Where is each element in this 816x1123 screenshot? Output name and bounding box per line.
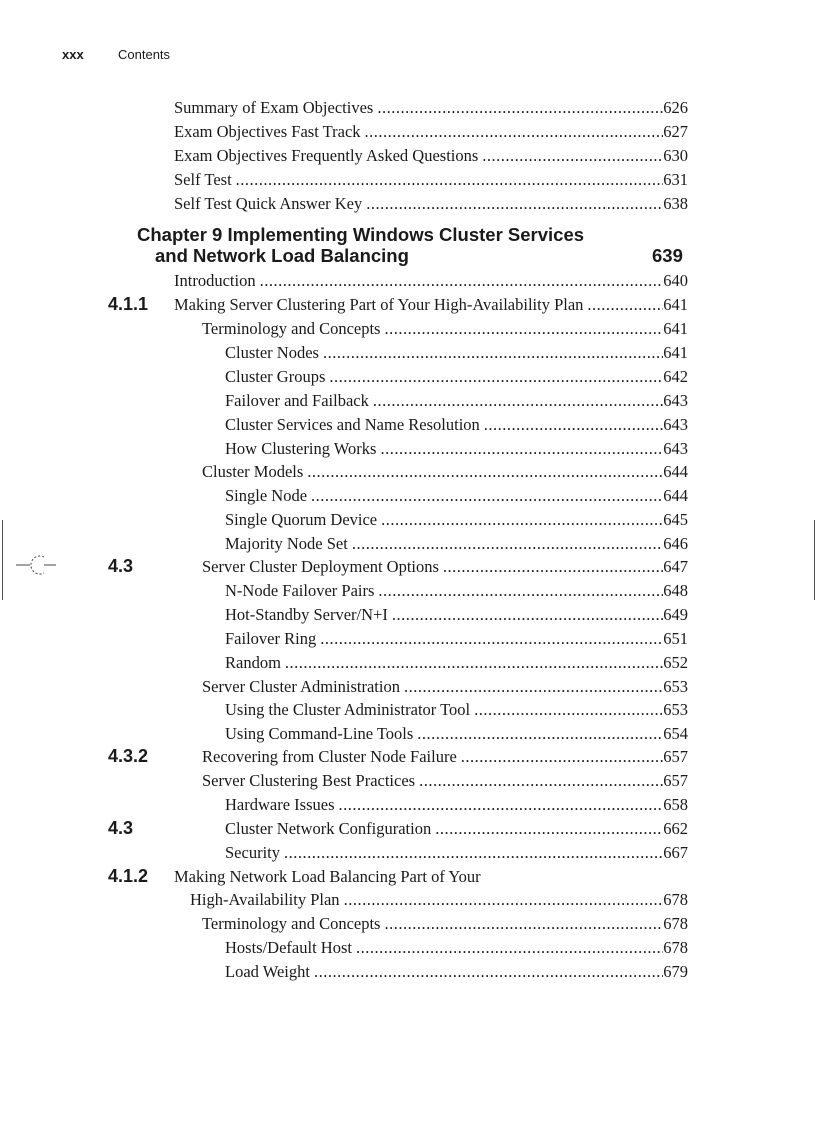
toc-entry[interactable] <box>202 556 688 578</box>
toc-entry-title: Exam Objectives Fast Track <box>174 122 361 141</box>
toc-entry-page: 679 <box>663 962 688 981</box>
toc-entry-title: Single Node <box>225 486 308 505</box>
toc-entry-page: 647 <box>663 557 688 576</box>
toc-entry-page: 649 <box>663 605 688 624</box>
toc-leader-dots <box>314 961 663 983</box>
toc-entry-title: Terminology and Concepts <box>202 319 381 338</box>
toc-entry[interactable] <box>225 961 688 983</box>
toc-entry-title: Self Test Quick Answer Key <box>174 194 363 213</box>
toc-entry-title: Terminology and Concepts <box>202 914 381 933</box>
toc-entry-page: 644 <box>663 486 688 505</box>
toc-leader-dots <box>307 461 663 483</box>
toc-entry[interactable] <box>202 461 688 483</box>
toc-entry-page: 653 <box>663 700 688 719</box>
toc-entry-title: Majority Node Set <box>225 534 348 553</box>
toc-entry[interactable] <box>202 913 688 935</box>
registration-mark-icon <box>14 550 58 580</box>
toc-leader-dots <box>587 294 663 316</box>
toc-leader-dots <box>285 652 663 674</box>
toc-entry-title: Making Network Load Balancing Part of Your <box>174 867 481 886</box>
toc-leader-dots <box>381 509 663 531</box>
toc-leader-dots <box>311 485 663 507</box>
toc-entry-title: Security <box>225 843 280 862</box>
toc-entry-title: Failover Ring <box>225 629 317 648</box>
toc-leader-dots <box>260 270 664 292</box>
toc-entry-title: Hardware Issues <box>225 795 335 814</box>
toc-entry-title: Making Server Clustering Part of Your High-Availability Plan <box>174 295 584 314</box>
toc-entry-title: Server Clustering Best Practices <box>202 771 416 790</box>
toc-entry-title: N-Node Failover Pairs <box>225 581 375 600</box>
toc-entry-page: 643 <box>663 391 688 410</box>
toc-entry[interactable] <box>202 770 688 792</box>
toc-entry-title: Server Cluster Deployment Options <box>202 557 439 576</box>
toc-entry-title: Single Quorum Device <box>225 510 378 529</box>
toc-leader-dots <box>323 342 663 364</box>
toc-entry-page: 643 <box>663 415 688 434</box>
toc-leader-dots <box>377 97 663 119</box>
toc-entry-title: Exam Objectives Frequently Asked Questions <box>174 146 479 165</box>
toc-entry-title: Cluster Services and Name Resolution <box>225 415 480 434</box>
toc-entry[interactable] <box>202 746 688 768</box>
toc-entry[interactable] <box>225 937 688 959</box>
chapter-title-line1: Chapter 9 Implementing Windows Cluster Services <box>137 224 585 245</box>
exam-objective-label: 4.1.2 <box>108 866 149 886</box>
toc-entry[interactable] <box>225 438 688 460</box>
toc-entry-title: Cluster Network Configuration <box>225 819 432 838</box>
toc-leader-dots <box>236 169 664 191</box>
toc-entry-page: 648 <box>663 581 688 600</box>
toc-entry-page: 642 <box>663 367 688 386</box>
toc-entry-page: 678 <box>663 938 688 957</box>
toc-entry-title: Load Weight <box>225 962 310 981</box>
toc-entry[interactable] <box>174 145 688 167</box>
toc-entry-page: 631 <box>663 170 688 189</box>
toc-entry[interactable] <box>225 652 688 674</box>
toc-entry-page: 657 <box>663 771 688 790</box>
toc-entry-page: 646 <box>663 534 688 553</box>
exam-objective-label: 4.3 <box>108 556 134 576</box>
toc-leader-dots <box>419 770 663 792</box>
toc-leader-dots <box>356 937 663 959</box>
toc-entry[interactable] <box>225 342 688 364</box>
toc-entry-title: Failover and Failback <box>225 391 369 410</box>
toc-leader-dots <box>339 794 664 816</box>
toc-entry[interactable] <box>174 169 688 191</box>
toc-entry-page: 654 <box>663 724 688 743</box>
toc-entry[interactable] <box>225 628 688 650</box>
toc-entry-title: Using the Cluster Administrator Tool <box>225 700 471 719</box>
toc-entry-title: Self Test <box>174 170 232 189</box>
toc-entry[interactable] <box>225 818 688 840</box>
toc-leader-dots <box>384 913 663 935</box>
toc-entry-title: Hot-Standby Server/N+I <box>225 605 388 624</box>
toc-entry-page: 657 <box>663 747 688 766</box>
toc-entry-title: Using Command-Line Tools <box>225 724 414 743</box>
toc-entry[interactable] <box>225 842 688 864</box>
toc-entry-page: 641 <box>663 319 688 338</box>
toc-entry-page: 630 <box>663 146 688 165</box>
toc-entry-page: 644 <box>663 462 688 481</box>
toc-entry-page: 645 <box>663 510 688 529</box>
margin-rule-left <box>2 520 3 600</box>
toc-entry-title: Cluster Nodes <box>225 343 319 362</box>
toc-entry[interactable] <box>174 193 688 215</box>
toc-entry-title: Random <box>225 653 281 672</box>
toc-leader-dots <box>352 533 663 555</box>
running-header-page-number: xxx <box>62 47 84 62</box>
exam-objective-label: 4.1.1 <box>108 294 149 314</box>
toc-leader-dots <box>461 746 663 768</box>
toc-entry[interactable] <box>174 866 481 888</box>
toc-leader-dots <box>404 676 663 698</box>
toc-entry-page: 678 <box>663 914 688 933</box>
toc-leader-dots <box>373 390 663 412</box>
toc-entry[interactable] <box>225 485 688 507</box>
toc-entry[interactable] <box>174 270 688 292</box>
toc-entry-page: 638 <box>663 194 688 213</box>
toc-entry[interactable] <box>202 676 688 698</box>
toc-entry-page: 658 <box>663 795 688 814</box>
toc-entry-title: High-Availability Plan <box>190 890 340 909</box>
toc-leader-dots <box>284 842 663 864</box>
chapter-title-line2: and Network Load Balancing <box>155 245 409 266</box>
toc-entry[interactable] <box>225 533 688 555</box>
toc-entry-title: Recovering from Cluster Node Failure <box>202 747 457 766</box>
toc-entry[interactable] <box>202 318 688 340</box>
toc-leader-dots <box>474 699 663 721</box>
toc-entry[interactable] <box>174 294 688 316</box>
toc-entry-page: 667 <box>663 843 688 862</box>
exam-objective-label: 4.3.2 <box>108 746 149 766</box>
running-header-title: Contents <box>118 47 171 62</box>
toc-entry-title: Cluster Models <box>202 462 304 481</box>
toc-entry-page: 652 <box>663 653 688 672</box>
toc-entry-title: Server Cluster Administration <box>202 677 400 696</box>
chapter-page-number: 639 <box>652 245 683 266</box>
toc-entry-page: 640 <box>663 271 688 290</box>
toc-leader-dots <box>329 366 663 388</box>
toc-entry-title: Cluster Groups <box>225 367 326 386</box>
toc-entry[interactable] <box>225 794 688 816</box>
toc-entry-page: 641 <box>663 295 688 314</box>
toc-entry[interactable] <box>225 699 688 721</box>
margin-rule-right <box>814 520 815 600</box>
toc-entry-title: How Clustering Works <box>225 439 377 458</box>
toc-entry-page: 651 <box>663 629 688 648</box>
toc-leader-dots <box>443 556 663 578</box>
toc-leader-dots <box>392 604 663 626</box>
toc-entry[interactable] <box>225 604 688 626</box>
toc-entry[interactable] <box>174 97 688 119</box>
toc-leader-dots <box>320 628 663 650</box>
toc-entry[interactable] <box>225 414 688 436</box>
toc-entry-page: 641 <box>663 343 688 362</box>
toc-entry-page: 678 <box>663 890 688 909</box>
toc-entry-page: 653 <box>663 677 688 696</box>
toc-leader-dots <box>366 193 663 215</box>
toc-leader-dots <box>384 318 663 340</box>
toc-entry-page: 627 <box>663 122 688 141</box>
toc-leader-dots <box>484 414 663 436</box>
toc-entry-title: Introduction <box>174 271 256 290</box>
toc-entry[interactable] <box>225 366 688 388</box>
toc-leader-dots <box>435 818 663 840</box>
toc-leader-dots <box>378 580 663 602</box>
toc-entry[interactable] <box>225 723 688 745</box>
toc-entry-page: 626 <box>663 98 688 117</box>
toc-leader-dots <box>482 145 663 167</box>
toc-leader-dots <box>344 889 664 911</box>
toc-entry[interactable] <box>174 121 688 143</box>
toc-entry-page: 662 <box>663 819 688 838</box>
exam-objective-label: 4.3 <box>108 818 134 838</box>
toc-leader-dots <box>365 121 664 143</box>
toc-leader-dots <box>417 723 663 745</box>
toc-entry[interactable] <box>225 390 688 412</box>
toc-entry-page: 643 <box>663 439 688 458</box>
toc-entry[interactable] <box>225 509 688 531</box>
toc-entry[interactable] <box>190 889 688 911</box>
toc-entry-title: Hosts/Default Host <box>225 938 352 957</box>
toc-leader-dots <box>380 438 663 460</box>
toc-entry[interactable] <box>225 580 688 602</box>
toc-entry-title: Summary of Exam Objectives <box>174 98 374 117</box>
